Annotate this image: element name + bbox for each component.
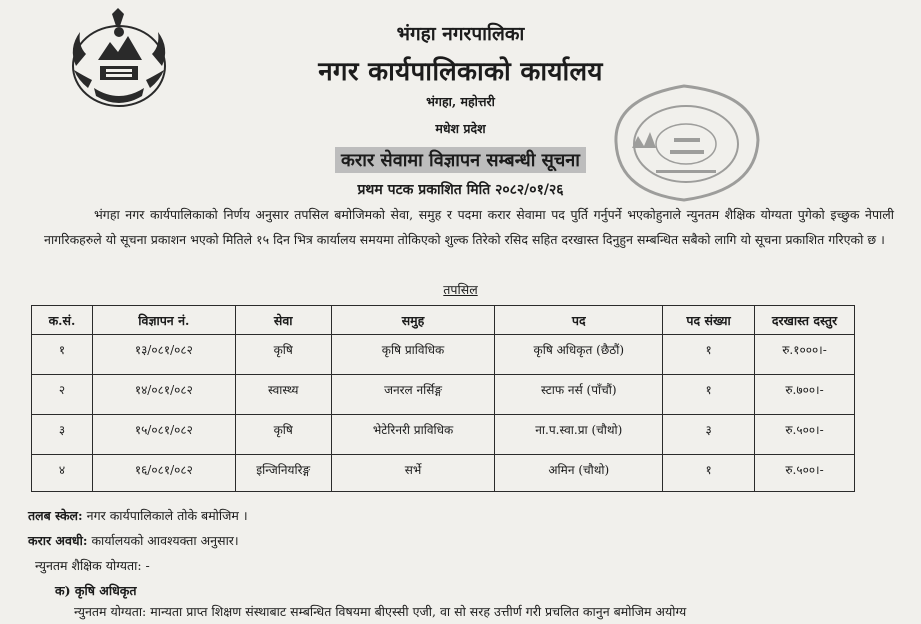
cell-serial: ४ [32,455,93,492]
duration-label: करार अवधी: [28,533,88,548]
qualification-heading: न्युनतम शैक्षिक योग्यता: - [35,558,150,573]
cell-service: स्वास्थ्य [235,375,331,415]
header-fee: दरखास्त दस्तुर [755,306,855,335]
office-title: नगर कार्यपालिकाको कार्यालय [318,57,603,87]
cell-serial: २ [32,375,93,415]
cell-post-count: १ [663,455,755,492]
cell-post: स्टाफ नर्स (पाँचौं) [495,375,663,415]
header-post: पद [495,306,663,335]
qualification-detail: न्युनतम योग्यता: मान्यता प्राप्त शिक्षण संस्थाबाट सम्बन्धित विषयमा बीएस्सी एजी, वा सो सरह उत्तीर्ण गरी प्रचलित कानुन बमोजिम अयोग्य [74,604,687,619]
cell-serial: ३ [32,415,93,455]
table-row [32,455,855,492]
table-row [32,375,855,415]
cell-post-count: ३ [663,415,755,455]
salary-scale-line [28,507,248,524]
header-post-count: पद संख्या [663,306,755,335]
cell-group: कृषि प्राविधिक [331,335,495,375]
cell-group: भेटेरिनरी प्राविधिक [331,415,495,455]
table-header-row [32,306,855,335]
cell-serial: १ [32,335,93,375]
cell-fee: रु.५००।- [755,415,855,455]
cell-post: कृषि अधिकृत (छैठौं) [495,335,663,375]
salary-label: तलब स्केल: [28,508,83,523]
publication-date: प्रथम पटक प्रकाशित मिति २०८२/०१/२६ [357,182,564,198]
cell-fee: रु.५००।- [755,455,855,492]
table-row [32,415,855,455]
cell-ad-number: १४/०८१/०८२ [92,375,235,415]
cell-ad-number: १३/०८१/०८२ [92,335,235,375]
cell-ad-number: १६/०८१/०८२ [92,455,235,492]
office-name: भंगहा नगरपालिका [396,23,525,45]
cell-post: अमिन (चौथो) [495,455,663,492]
cell-service: कृषि [235,335,331,375]
contract-duration-line [28,532,239,549]
notice-title: करार सेवामा विज्ञापन सम्बन्धी सूचना [335,147,586,173]
notice-title-wrapper [0,147,921,173]
cell-post: ना.प.स्वा.प्रा (चौथो) [495,415,663,455]
cell-group: सर्भे [331,455,495,492]
salary-text: नगर कार्यपालिकाले तोके बमोजिम । [82,508,248,523]
cell-ad-number: १५/०८१/०८२ [92,415,235,455]
schedule-label: तपसिल [443,282,478,297]
qualification-subheading: क) कृषि अधिकृत [55,583,137,598]
cell-group: जनरल नर्सिङ्ग [331,375,495,415]
cell-service: कृषि [235,415,331,455]
cell-service: इन्जिनियरिङ्ग [235,455,331,492]
cell-fee: रु.१०००।- [755,335,855,375]
cell-fee: रु.७००।- [755,375,855,415]
cell-post-count: १ [663,375,755,415]
vacancy-table [31,305,855,492]
header-serial: क.सं. [32,306,93,335]
notice-paragraph: भंगहा नगर कार्यपालिकाको निर्णय अनुसार तपसिल बमोजिमको सेवा, समुह र पदमा करार सेवामा पद पुर्ति गर्नुपर्ने भएकोहुनाले न्युनतम शैक्षिक योग्यता पुगेको इच्छुक नेपाली नागरिकहरुले यो सूचना प्रकाशन भएको मितिले १५ दिन भित्र कार्यालय समयमा तोकिएको शुल्क तिरेको रसिद सहित दरखास्त दिनुहुन सम्बन्धित सबैको लागि यो सूचना प्रकाशित गरिएको छ । [44,207,894,247]
duration-text: कार्यालयको आवश्यक्ता अनुसार। [87,533,239,548]
address-line: भंगहा, महोत्तरी [426,94,495,109]
header-group: समुह [331,306,495,335]
header-ad-number: विज्ञापन नं. [92,306,235,335]
province-line: मधेश प्रदेश [435,121,486,136]
cell-post-count: १ [663,335,755,375]
header-service: सेवा [235,306,331,335]
table-row [32,335,855,375]
